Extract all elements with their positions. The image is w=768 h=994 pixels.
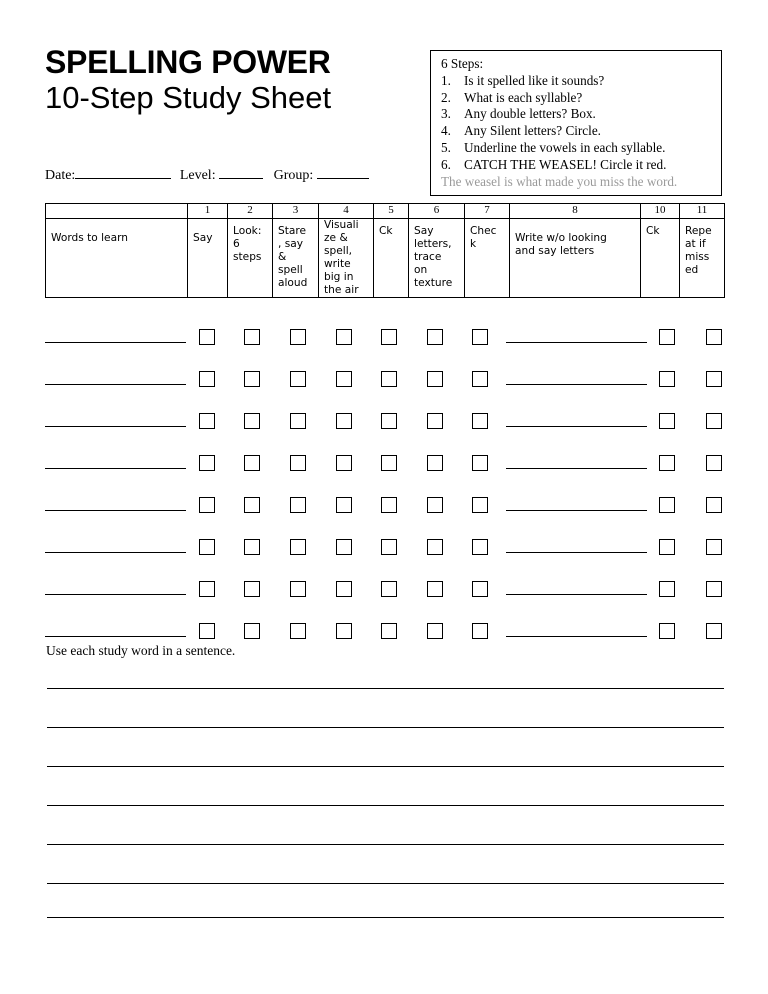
step-checkbox[interactable]	[381, 581, 397, 597]
step-checkbox[interactable]	[199, 371, 215, 387]
group-label: Group:	[273, 168, 314, 183]
write-blank[interactable]	[506, 342, 647, 343]
step-checkbox[interactable]	[472, 329, 488, 345]
word-blank[interactable]	[45, 594, 186, 595]
step-text: Any Silent letters? Circle.	[464, 123, 601, 139]
column-header: Look: 6 steps	[228, 219, 273, 298]
step-checkbox[interactable]	[290, 497, 306, 513]
step-number: 4.	[441, 123, 451, 139]
step-checkbox[interactable]	[427, 329, 443, 345]
step-checkbox[interactable]	[706, 413, 722, 429]
step-item	[441, 157, 721, 174]
step-checkbox[interactable]	[336, 413, 352, 429]
column-header: Repe at if miss ed	[680, 219, 725, 298]
step-item	[441, 90, 721, 107]
step-checkbox[interactable]	[244, 581, 260, 597]
step-checkbox[interactable]	[199, 455, 215, 471]
header-row	[46, 219, 725, 298]
sentence-line[interactable]	[47, 766, 724, 767]
step-checkbox[interactable]	[244, 329, 260, 345]
sentence-line[interactable]	[47, 727, 724, 728]
step-checkbox[interactable]	[706, 329, 722, 345]
step-checkbox[interactable]	[244, 539, 260, 555]
step-checkbox[interactable]	[659, 539, 675, 555]
step-checkbox[interactable]	[290, 329, 306, 345]
step-number-cell: 5	[374, 204, 409, 219]
step-number: 2.	[441, 89, 451, 105]
step-checkbox[interactable]	[472, 371, 488, 387]
step-checkbox[interactable]	[199, 413, 215, 429]
step-number-cell: 4	[319, 204, 374, 219]
step-number-row	[46, 204, 725, 219]
weasel-note: The weasel is what made you miss the word.	[441, 173, 678, 189]
step-checkbox[interactable]	[381, 371, 397, 387]
step-checkbox[interactable]	[659, 581, 675, 597]
study-table	[45, 203, 725, 298]
word-blank[interactable]	[45, 384, 186, 385]
steps-list	[441, 73, 721, 174]
step-checkbox[interactable]	[244, 455, 260, 471]
step-number-cell: 3	[273, 204, 319, 219]
step-number-cell: 1	[188, 204, 228, 219]
step-number: 1.	[441, 72, 451, 88]
meta-fields	[45, 166, 369, 184]
step-checkbox[interactable]	[659, 455, 675, 471]
date-field[interactable]	[75, 166, 171, 179]
step-checkbox[interactable]	[427, 539, 443, 555]
column-header: Write w/o looking and say letters	[510, 219, 641, 298]
sentence-instruction: Use each study word in a sentence.	[46, 643, 236, 658]
write-blank[interactable]	[506, 552, 647, 553]
write-blank[interactable]	[506, 594, 647, 595]
write-blank[interactable]	[506, 468, 647, 469]
step-checkbox[interactable]	[336, 581, 352, 597]
step-checkbox[interactable]	[427, 623, 443, 639]
page-title: SPELLING POWER	[45, 44, 331, 80]
step-checkbox[interactable]	[199, 623, 215, 639]
step-checkbox[interactable]	[199, 581, 215, 597]
step-item	[441, 73, 721, 90]
step-checkbox[interactable]	[706, 539, 722, 555]
step-checkbox[interactable]	[244, 371, 260, 387]
sentence-line[interactable]	[47, 844, 724, 845]
step-checkbox[interactable]	[381, 413, 397, 429]
step-text: What is each syllable?	[464, 89, 583, 105]
column-header: Say	[188, 219, 228, 298]
step-number-cell: 10	[641, 204, 680, 219]
step-checkbox[interactable]	[336, 371, 352, 387]
write-blank[interactable]	[506, 384, 647, 385]
page-subtitle: 10-Step Study Sheet	[45, 80, 332, 115]
step-checkbox[interactable]	[659, 497, 675, 513]
step-checkbox[interactable]	[706, 497, 722, 513]
step-item	[441, 140, 721, 157]
step-checkbox[interactable]	[472, 413, 488, 429]
step-checkbox[interactable]	[472, 455, 488, 471]
step-checkbox[interactable]	[427, 455, 443, 471]
steps-heading: 6 Steps:	[441, 56, 484, 71]
step-checkbox[interactable]	[472, 623, 488, 639]
step-checkbox[interactable]	[290, 623, 306, 639]
step-checkbox[interactable]	[427, 497, 443, 513]
step-text: Underline the vowels in each syllable.	[464, 139, 666, 155]
write-blank[interactable]	[506, 636, 647, 637]
step-checkbox[interactable]	[199, 497, 215, 513]
step-text: Is it spelled like it sounds?	[464, 72, 605, 88]
word-blank[interactable]	[45, 468, 186, 469]
word-blank[interactable]	[45, 426, 186, 427]
step-checkbox[interactable]	[427, 581, 443, 597]
step-checkbox[interactable]	[290, 581, 306, 597]
level-field[interactable]	[219, 166, 263, 179]
step-number-cell: 11	[680, 204, 725, 219]
sentence-line[interactable]	[47, 883, 724, 884]
column-header: Say letters, trace on texture	[409, 219, 465, 298]
word-blank[interactable]	[45, 636, 186, 637]
step-checkbox[interactable]	[336, 455, 352, 471]
step-number: 6.	[441, 156, 451, 172]
step-checkbox[interactable]	[199, 329, 215, 345]
column-header: Words to learn	[46, 219, 188, 298]
column-header: Ck	[374, 219, 409, 298]
step-item	[441, 106, 721, 123]
column-header: Stare , say & spell aloud	[273, 219, 319, 298]
step-checkbox[interactable]	[381, 623, 397, 639]
sentence-line[interactable]	[47, 805, 724, 806]
word-blank[interactable]	[45, 552, 186, 553]
step-checkbox[interactable]	[381, 455, 397, 471]
step-number-cell: 7	[465, 204, 510, 219]
step-checkbox[interactable]	[244, 413, 260, 429]
step-checkbox[interactable]	[290, 455, 306, 471]
step-number: 5.	[441, 139, 451, 155]
level-label: Level:	[179, 168, 216, 183]
column-header: Visuali ze & spell, write big in the air	[319, 219, 374, 298]
step-checkbox[interactable]	[336, 539, 352, 555]
step-number-cell: 6	[409, 204, 465, 219]
step-item	[441, 123, 721, 140]
step-checkbox[interactable]	[659, 371, 675, 387]
step-checkbox[interactable]	[290, 539, 306, 555]
step-number: 3.	[441, 106, 451, 122]
step-checkbox[interactable]	[427, 413, 443, 429]
step-checkbox[interactable]	[706, 371, 722, 387]
column-header: Chec k	[465, 219, 510, 298]
step-checkbox[interactable]	[472, 539, 488, 555]
step-checkbox[interactable]	[706, 581, 722, 597]
date-label: Date:	[45, 168, 76, 183]
step-checkbox[interactable]	[659, 623, 675, 639]
step-checkbox[interactable]	[244, 623, 260, 639]
step-checkbox[interactable]	[659, 329, 675, 345]
step-checkbox[interactable]	[659, 413, 675, 429]
step-checkbox[interactable]	[381, 539, 397, 555]
sentence-line[interactable]	[47, 688, 724, 689]
steps-box	[430, 50, 722, 196]
sentence-line[interactable]	[47, 917, 724, 918]
step-checkbox[interactable]	[290, 371, 306, 387]
step-checkbox[interactable]	[244, 497, 260, 513]
step-checkbox[interactable]	[199, 539, 215, 555]
step-checkbox[interactable]	[381, 497, 397, 513]
step-checkbox[interactable]	[706, 623, 722, 639]
write-blank[interactable]	[506, 426, 647, 427]
step-checkbox[interactable]	[472, 581, 488, 597]
step-checkbox[interactable]	[427, 371, 443, 387]
step-checkbox[interactable]	[336, 329, 352, 345]
step-text: CATCH THE WEASEL! Circle it red.	[464, 156, 667, 172]
step-text: Any double letters? Box.	[464, 106, 596, 122]
word-blank[interactable]	[45, 510, 186, 511]
step-checkbox[interactable]	[381, 329, 397, 345]
group-field[interactable]	[317, 166, 369, 179]
step-number-cell: 2	[228, 204, 273, 219]
write-blank[interactable]	[506, 510, 647, 511]
step-checkbox[interactable]	[290, 413, 306, 429]
step-checkbox[interactable]	[706, 455, 722, 471]
column-header: Ck	[641, 219, 680, 298]
step-checkbox[interactable]	[336, 623, 352, 639]
word-blank[interactable]	[45, 342, 186, 343]
step-checkbox[interactable]	[472, 497, 488, 513]
step-checkbox[interactable]	[336, 497, 352, 513]
step-number-cell	[46, 204, 188, 219]
step-number-cell: 8	[510, 204, 641, 219]
